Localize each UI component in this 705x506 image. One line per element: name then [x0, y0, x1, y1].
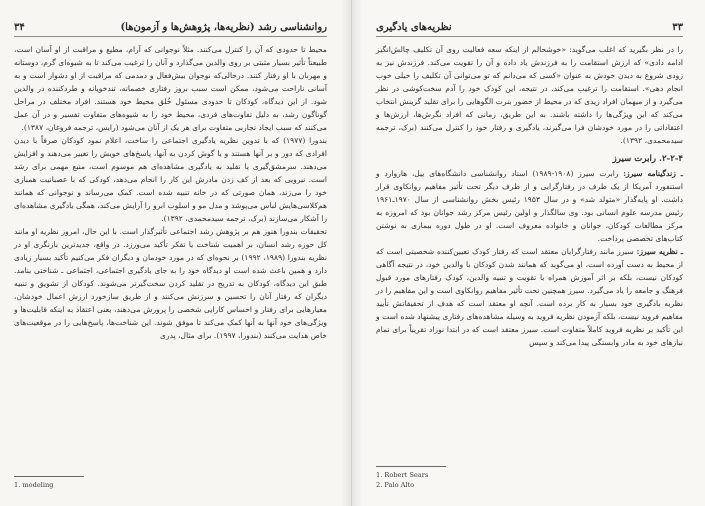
right-page: [352, 0, 705, 506]
left-running-head: [14, 22, 327, 37]
gutter-shadow: [352, 0, 362, 506]
left-paragraph-2: بندورا (۱۹۷۷) که با تدوین نظریه یادگیری اجتماعی را ساخت، اعلام نمود کودکان صرفاً با دیدن افرادی که دور و بر آنها هستند و با گوش کردن به آنها، پاسخ‌های خویش را تغییر می‌دهند و افزایش می‌دهند. سرمشق‌گیری یا تقلید به یادگیری مشاهده‌ای هم موسوم است، منبع مهمی برای رشد است. نیرویی که بعد از کف زدن مادرش این کار را انجام می‌دهد، کودکی که با عصبانیت همبازی خود را می‌زند، همان صورتی که در خانه تنبیه شده است. کمک می‌رساند و نوجوانی که همانند هم‌کلاسی‌هایش لباس می‌پوشد و مدل مو و اسلوب ابرو را آرایش می‌کند، همگی یادگیری مشاهده‌ای را آشکار می‌سازند (برک، ترجمه سیدمحمدی، ۱۳۹۲).: [14, 136, 327, 223]
left-page: [0, 0, 352, 506]
gutter-shadow: [341, 0, 351, 506]
right-footnote-2: 2. Palo Alto: [376, 481, 415, 489]
left-footnotes: [14, 476, 327, 490]
right-running-head: [376, 22, 683, 37]
right-body-text: [376, 43, 683, 349]
footnote-rule: [376, 466, 446, 467]
footnote-rule: [14, 476, 84, 477]
right-footnote-1: 1. Robert Sears: [376, 471, 429, 479]
theory-text: سیرز مانند رفتارگرایان معتقد است که رفتار کودک تعیین‌کننده شخصیتی است که از محیط به دست آورده است، او می‌گوید که همانند شدن کودکان با والدین خود، در نتیجه آگاهی کودکان نیست، بلکه بر اثر آموزش همراه با تقویت و تنبیه والدین، کودک رفتارهای مورد قبول فرهنگ و جامعه را یاد می‌گیرد. سیرز همچنین تحت تأثیر مفاهیم روانکاوی است و این مفاهیم را در نظریه یادگیری خود بسیار به کار برده است. آنچه او معتقد است که هدف از تحقیقاتش تأیید مفاهیم فروید نیست، بلکه آزمودن نظریه فروید به وسیله مشاهده‌های رفتاری پیشنهاد شده است و این تأکید بر نظریه فروید کاملاً متفاوت است. سیرز معتقد است که در ابتدا نوزاد تقریباً برای تمام نیازهای خود به مادر وابستگی پیدا می‌کند و سپس: [376, 247, 683, 347]
left-paragraph-3: تحقیقات بندورا هنوز هم بر پژوهش رشد اجتماعی تأثیرگذار است. با این حال، امروز نظریه او مانند کل حوزه رشد انسان، بر اهمیت شناخت یا تفکر تأکید می‌ورزد. در واقع، جدیدترین بازنگری او در نظریه بندورا (۱۹۸۹، ۱۹۹۲) بر نحوه‌ای که در مورد خودمان و دیگران فکر می‌کنیم تأکید بسیار زیادی دارد و همین باعث شده است او دیدگاه خود را به جای یادگیری اجتماعی، اجتماعی ـ شناختی بنامد. طبق این دیدگاه، کودکان به تدریج در تقلید کردن سخت‌گیرتر می‌شوند. کودکان از تشویق و تنبیه دیگران که رفتار آنان را تحسین و سرزنش می‌کنند و از طریق سازخورد ارزش اعمال خودشان، معیارهایی برای رفتار و احساس کارایی شخصی را پرورش می‌دهند، یعنی اعتقاد به اینکه قابلیت‌ها و ویژگی‌های خود آنها به آنها کمک می‌کند تا موفق شوند. این شناخت‌ها، پاسخ‌هایی را در موقعیت‌های خاص هدایت می‌کنند (بندورا، ۱۹۹۷). برای مثال، پدری: [14, 227, 327, 340]
bio-label: ـ زندگینامه سیرز:: [623, 169, 683, 178]
bio-text: رابرت سیرز (۱۹۰۸-۱۹۸۹) استاد روانشناسی دانشگاه‌های ییل، هاروارد و استنفورد آمریکا از یک طرف در رفتارگرایی و از طرف دیگر تحت تأثیر مفاهیم روانکاوی قرار داشت. او پایه‌گذار «متولد شد» و در سال ۱۹۵۳ رئیس بخش روانشناسی از سال ۱۹۷۰ـ۱۹۶۱ رئیس مدرسه علوم انسانی بود. وی سالگذار و اولین رئیس مرکز رشد جوانان بود که امروزه به مرکز مطالعات کودکان، جوانان و خانواده معروف است. او در طول دوره بیماری به نوشتن کتاب‌های تخصصی پرداخت.: [376, 169, 683, 243]
left-running-title: روانشناسی رشد (نظریه‌ها، پژوهش‌ها و آزمون‌ها): [120, 22, 327, 33]
bio-paragraph: [376, 167, 683, 245]
left-footnote-1: 1. modeling: [14, 481, 54, 489]
left-page-number: ۳۴: [14, 22, 25, 33]
section-heading: ۲-۲-۴. رابرت سیرز: [612, 154, 683, 164]
left-body-text: [14, 43, 327, 342]
right-intro-paragraph: را در نظر بگیرید که اغلب می‌گوید: «خوشحالم از اینکه سعه فعالیت روی آن تکلیف چالش‌انگیز ادامه دادی» که ارزش استقامت را به فرزندش یاد داده و آن را تقویت می‌کند. فرزندش نیز به زودی شروع به دیدن خودش به عنوان «کسی که می‌دانم که تو می‌توانی آن تکلیف را خیلی خوب انجام دهی». استقامت را ترغیب می‌کند. در نتیجه، این کودک خود را آدم سخت‌کوشی در نظر می‌گیرد و از میهمان افراد زیدی که در محیط از حضور بنرت الگوهایی را برای تقلید گزینش انتخاب می‌کند که این ویژگی‌ها را داشته باشند. به این طریق، زمانی که افراد نگرش‌ها، ارزش‌ها و اعتقاداتی را در مورد خودشان فرا می‌گیرند، یادگیری و رفتار خود را کنترل می‌کنند (برک، ترجمه سیدمحمدی، ۱۳۹۲).: [376, 45, 683, 145]
right-running-title: نظریه‌های یادگیری: [376, 22, 452, 33]
right-page-number: ۳۳: [672, 22, 683, 33]
right-footnotes: [376, 466, 683, 490]
left-paragraph-1: محیط تا حدودی که آن را کنترل می‌کنند. مثلاً نوجوانی که آرام، مطیع و مراقبت از او آسان است، طبیعتاً تأثیر بسیار مثبتی بر روی والدین می‌گذارد و آنان را ترغیب می‌کند تا به شیوه‌ای گرم، دوستانه و مهربان با او رفتار کنند. درحالی‌که نوجوان بیش‌فعال و دمدمی که مراقبت از او دشوار است و به آسانی ناراحت می‌شود، ممکن است سبب بروز رفتاری خصمانه، تندخویانه و طردکننده در والدین شود. از این دیدگاه، کودکان تا حدودی مسئول خُلق محیط خود هستند. افراد مختلف در مراحل گوناگون رشد، به دلیل تفاوت‌های فردی، محیط خود را به شیوه‌های متفاوت تفسیر و در آن عمل می‌کنند که سبب ایجاد تجاربی متفاوت برای هر یک از آنان می‌شود (رایس، ترجمه فروغان، ۱۳۸۷).: [14, 45, 327, 132]
theory-label: ـ نظریه سیرز:: [636, 247, 684, 256]
theory-paragraph: [376, 245, 683, 349]
